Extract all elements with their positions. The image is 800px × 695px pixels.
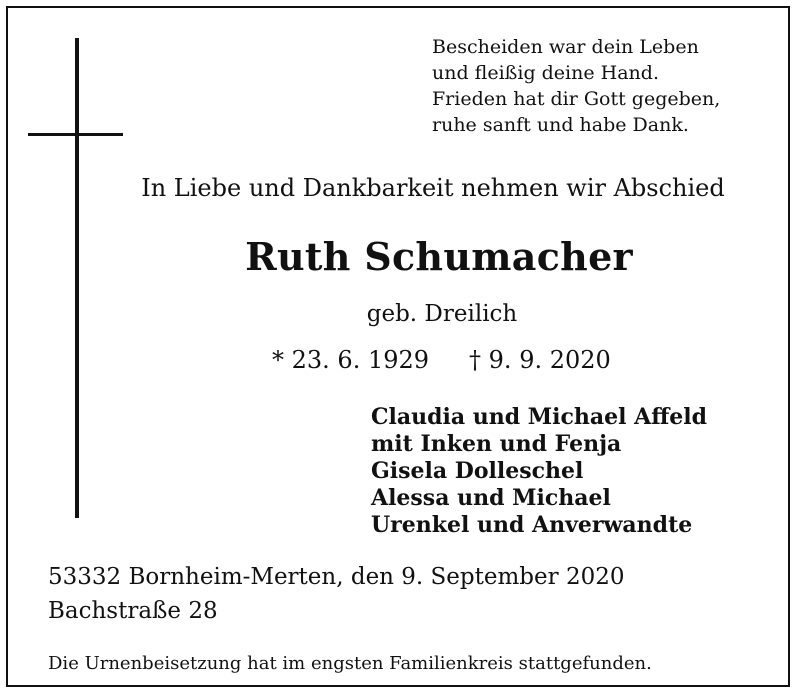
deceased-name: Ruth Schumacher [245,234,633,279]
address-block [48,560,624,628]
poem-line: Bescheiden war dein Leben [432,36,699,58]
mourner-line: Claudia und Michael Affeld [371,404,708,430]
mourner-line: mit Inken und Fenja [371,431,622,457]
mourner-line: Gisela Dolleschel [371,458,584,484]
farewell-intro: In Liebe und Dankbarkeit nehmen wir Abschied [141,174,725,202]
poem [432,34,720,138]
poem-line: ruhe sanft und habe Dank. [432,114,689,136]
birth-date: * 23. 6. 1929 [272,346,430,374]
place-and-date: 53332 Bornheim-Merten, den 9. September 2020 [48,564,625,590]
mourner-line: Urenkel und Anverwandte [371,512,693,538]
death-date: † 9. 9. 2020 [469,346,611,374]
obituary-frame [6,6,790,687]
life-dates [272,346,611,374]
cross-horizontal-bar [28,133,123,136]
burial-note: Die Urnenbeisetzung hat im engsten Familienkreis stattgefunden. [48,653,652,674]
mourner-line: Alessa und Michael [371,485,611,511]
maiden-name: geb. Dreilich [366,301,518,327]
poem-line: Frieden hat dir Gott gegeben, [432,88,721,110]
mourners-list [371,404,707,539]
street-address: Bachstraße 28 [48,598,218,624]
poem-line: und fleißig deine Hand. [432,62,659,84]
